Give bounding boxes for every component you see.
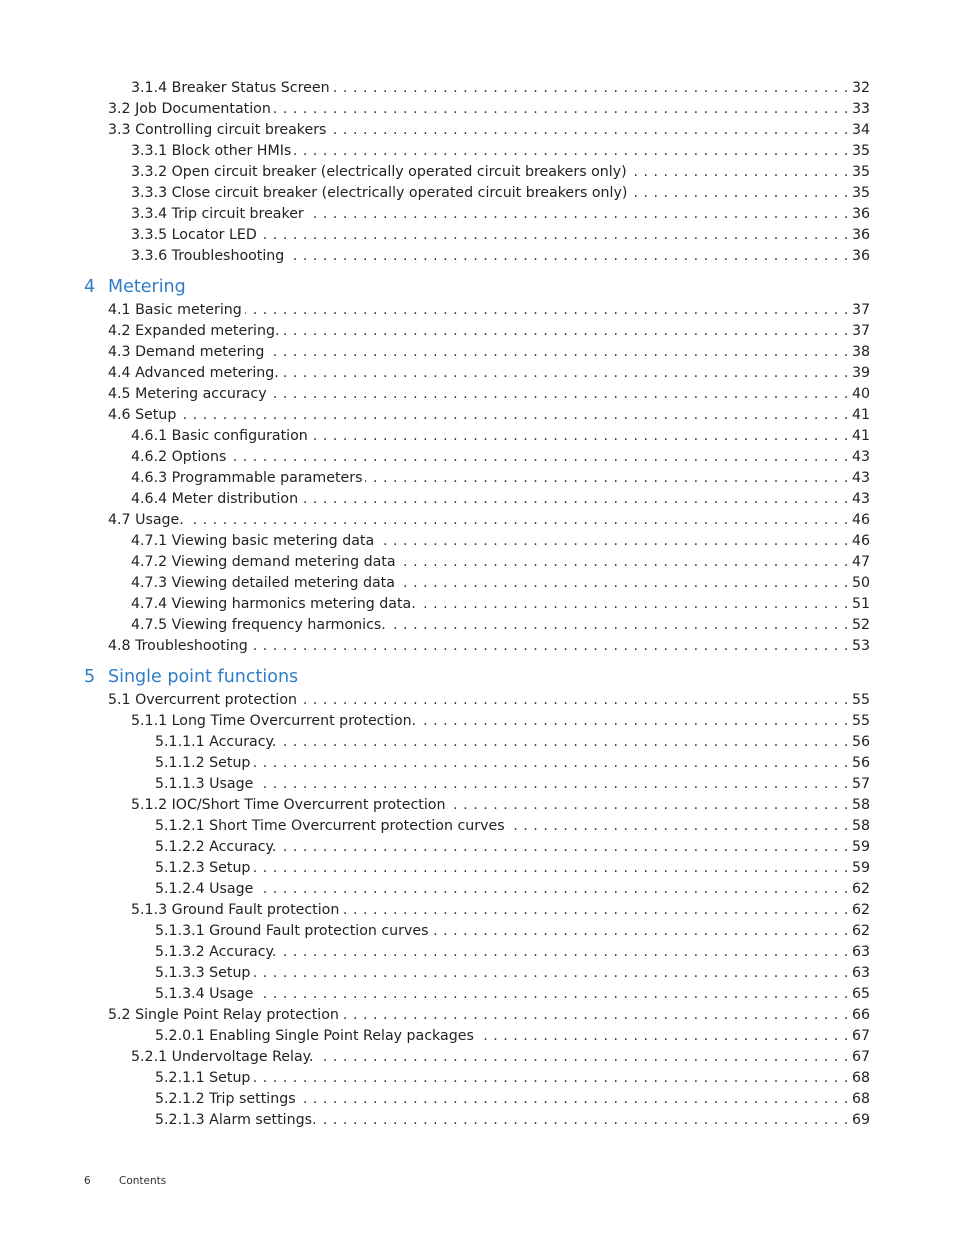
toc-entry-row xyxy=(108,691,870,710)
toc-entry-label[interactable]: 5.2.0.1 Enabling Single Point Relay packages xyxy=(155,1028,474,1044)
toc-entry-page-number[interactable]: 69 xyxy=(851,1112,870,1128)
dot-leader xyxy=(253,1069,848,1088)
toc-entry-label[interactable]: 5.1.2 IOC/Short Time Overcurrent protection xyxy=(131,797,446,813)
toc-entry[interactable] xyxy=(0,921,954,942)
toc-entry-label[interactable]: 5.2 Single Point Relay protection xyxy=(108,1007,339,1023)
dot-leader xyxy=(299,1090,849,1109)
toc-entry[interactable] xyxy=(0,321,954,342)
toc-entry-row xyxy=(108,100,870,119)
toc-entry-page-number[interactable]: 68 xyxy=(851,1091,870,1107)
toc-entry-label[interactable]: 5.1.3.3 Setup xyxy=(155,965,251,981)
toc-entry-label[interactable]: 4.6.2 Options xyxy=(131,449,227,465)
toc-entry-label[interactable]: 3.1.4 Breaker Status Screen xyxy=(131,80,330,96)
toc-entry-row xyxy=(155,817,870,836)
dot-leader xyxy=(389,616,849,635)
toc-entry-row xyxy=(108,637,870,656)
toc-entry[interactable] xyxy=(0,753,954,774)
toc-entry-label[interactable]: 5.2.1.3 Alarm settings. xyxy=(155,1112,317,1128)
toc-entry[interactable] xyxy=(0,246,954,267)
dot-leader xyxy=(187,511,849,530)
toc-entry-row xyxy=(155,733,870,752)
toc-entry-label[interactable]: 5.1.2.4 Usage xyxy=(155,881,254,897)
toc-entry-label[interactable]: 4.6.4 Meter distribution xyxy=(131,491,299,507)
dot-leader xyxy=(279,838,849,857)
toc-entry-page-number[interactable]: 37 xyxy=(851,323,870,339)
toc-entry-page-number[interactable]: 36 xyxy=(851,206,870,222)
toc-entry[interactable] xyxy=(0,816,954,837)
toc-entry[interactable] xyxy=(0,531,954,552)
toc-entry-page-number[interactable]: 58 xyxy=(851,797,870,813)
dot-leader xyxy=(287,247,849,266)
toc-entry-page-number[interactable]: 35 xyxy=(851,164,870,180)
toc-entry-label[interactable]: 4.8 Troubleshooting xyxy=(108,638,248,654)
toc-entry-row xyxy=(108,1006,870,1025)
chapter-heading[interactable] xyxy=(0,666,954,690)
toc-entry-page-number[interactable]: 56 xyxy=(851,734,870,750)
toc-entry-row xyxy=(131,553,870,572)
toc-entry-label[interactable]: 4.7.4 Viewing harmonics metering data. xyxy=(131,596,416,612)
toc-entry-row xyxy=(131,532,870,551)
toc-entry-label[interactable]: 3.3.1 Block other HMIs xyxy=(131,143,292,159)
toc-entry-page-number[interactable]: 62 xyxy=(851,881,870,897)
toc-entry-label[interactable]: 5.1.3 Ground Fault protection xyxy=(131,902,340,918)
dot-leader xyxy=(333,79,849,98)
dot-leader xyxy=(260,226,849,245)
toc-entry[interactable] xyxy=(0,1026,954,1047)
toc-entry-row xyxy=(155,922,870,941)
toc-entry-row xyxy=(131,469,870,488)
dot-leader xyxy=(419,712,849,731)
toc-entry-page-number[interactable]: 67 xyxy=(851,1049,870,1065)
toc-entry-label[interactable]: 3.3.4 Trip circuit breaker xyxy=(131,206,304,222)
toc-entry-page-number[interactable]: 43 xyxy=(851,491,870,507)
toc-entry-row xyxy=(155,1027,870,1046)
toc-entry-page-number[interactable]: 50 xyxy=(851,575,870,591)
toc-entry-page-number[interactable]: 52 xyxy=(851,617,870,633)
toc-entry-row xyxy=(131,574,870,593)
chapter-title[interactable]: Metering xyxy=(108,277,186,297)
toc-entry-row xyxy=(155,1111,870,1130)
toc-entry-label[interactable]: 5.1.3.1 Ground Fault protection curves xyxy=(155,923,429,939)
toc-entry-page-number[interactable]: 59 xyxy=(851,860,870,876)
toc-entry-row xyxy=(108,511,870,530)
toc-entry-row xyxy=(108,364,870,383)
toc-entry[interactable] xyxy=(0,795,954,816)
toc-entry-row xyxy=(155,880,870,899)
toc-entry-row xyxy=(155,754,870,773)
toc-entry-page-number[interactable]: 67 xyxy=(851,1028,870,1044)
dot-leader xyxy=(229,448,849,467)
toc-entry-row xyxy=(155,964,870,983)
toc-entry-row xyxy=(108,343,870,362)
toc-entry[interactable] xyxy=(0,78,954,99)
toc-entry-page-number[interactable]: 57 xyxy=(851,776,870,792)
toc-entry-page-number[interactable]: 43 xyxy=(851,470,870,486)
toc-entry-page-number[interactable]: 55 xyxy=(851,692,870,708)
toc-entry[interactable] xyxy=(0,942,954,963)
toc-entry[interactable] xyxy=(0,984,954,1005)
toc-entry-page-number[interactable]: 66 xyxy=(851,1007,870,1023)
toc-entry[interactable] xyxy=(0,858,954,879)
toc-entry-row xyxy=(108,385,870,404)
toc-entry-label[interactable]: 5.1.2.3 Setup xyxy=(155,860,251,876)
dot-leader xyxy=(432,922,849,941)
toc-entry[interactable] xyxy=(0,879,954,900)
dot-leader xyxy=(251,637,849,656)
toc-entry-page-number[interactable]: 53 xyxy=(851,638,870,654)
toc-entry-page-number[interactable]: 37 xyxy=(851,302,870,318)
toc-entry-row xyxy=(131,205,870,224)
toc-entry-page-number[interactable]: 63 xyxy=(851,944,870,960)
toc-entry[interactable] xyxy=(0,963,954,984)
dot-leader xyxy=(256,880,849,899)
toc-entry-page-number[interactable]: 62 xyxy=(851,923,870,939)
dot-leader xyxy=(300,691,849,710)
toc-entry[interactable] xyxy=(0,300,954,321)
dot-leader xyxy=(419,595,849,614)
toc-entry-page-number[interactable]: 59 xyxy=(851,839,870,855)
dot-leader xyxy=(377,532,849,551)
dot-leader xyxy=(448,796,849,815)
toc-entry-row xyxy=(131,490,870,509)
toc-entry[interactable] xyxy=(0,141,954,162)
dot-leader xyxy=(282,364,849,383)
chapter-number: 5 xyxy=(84,667,96,687)
dot-leader xyxy=(294,142,849,161)
toc-entry-page-number[interactable]: 55 xyxy=(851,713,870,729)
dot-leader xyxy=(256,985,849,1004)
dot-leader xyxy=(179,406,849,425)
toc-entry[interactable] xyxy=(0,837,954,858)
dot-leader xyxy=(342,1006,849,1025)
toc-entry-label[interactable]: 4.7.5 Viewing frequency harmonics. xyxy=(131,617,386,633)
toc-entry-label[interactable]: 4.7.1 Viewing basic metering data xyxy=(131,533,375,549)
toc-entry-page-number[interactable]: 46 xyxy=(851,512,870,528)
toc-entry-page-number[interactable]: 41 xyxy=(851,428,870,444)
dot-leader xyxy=(245,301,849,320)
toc-entry-page-number[interactable]: 51 xyxy=(851,596,870,612)
dot-leader xyxy=(279,733,849,752)
dot-leader xyxy=(267,343,849,362)
toc-entry[interactable] xyxy=(0,690,954,711)
table-of-contents xyxy=(0,78,954,1131)
toc-entry[interactable] xyxy=(0,162,954,183)
dot-leader xyxy=(283,322,849,341)
toc-entry-label[interactable]: 4.4 Advanced metering. xyxy=(108,365,279,381)
toc-entry-row xyxy=(108,121,870,140)
toc-entry[interactable] xyxy=(0,552,954,573)
toc-entry[interactable] xyxy=(0,1110,954,1131)
toc-entry-page-number[interactable]: 56 xyxy=(851,755,870,771)
toc-entry-page-number[interactable]: 35 xyxy=(851,185,870,201)
toc-entry-page-number[interactable]: 36 xyxy=(851,248,870,264)
dot-leader xyxy=(270,385,849,404)
toc-entry-label[interactable]: 4.6 Setup xyxy=(108,407,177,423)
toc-entry-page-number[interactable]: 62 xyxy=(851,902,870,918)
dot-leader xyxy=(630,184,849,203)
dot-leader xyxy=(253,964,848,983)
toc-entry-row xyxy=(131,427,870,446)
toc-entry-label[interactable]: 5.1.1.1 Accuracy. xyxy=(155,734,277,750)
toc-entry-row xyxy=(131,595,870,614)
toc-entry[interactable] xyxy=(0,384,954,405)
toc-entry[interactable] xyxy=(0,489,954,510)
toc-entry-label[interactable]: 4.2 Expanded metering. xyxy=(108,323,280,339)
toc-entry-row xyxy=(131,448,870,467)
chapter-heading[interactable] xyxy=(0,276,954,300)
toc-entry-row xyxy=(155,859,870,878)
toc-entry-page-number[interactable]: 68 xyxy=(851,1070,870,1086)
toc-entry-page-number[interactable]: 32 xyxy=(851,80,870,96)
toc-entry[interactable] xyxy=(0,426,954,447)
toc-entry[interactable] xyxy=(0,447,954,468)
dot-leader xyxy=(317,1048,849,1067)
toc-entry-row xyxy=(131,142,870,161)
toc-entry[interactable] xyxy=(0,1047,954,1068)
toc-entry-label[interactable]: 3.3.2 Open circuit breaker (electrically operated circuit breakers only) xyxy=(131,164,627,180)
toc-entry[interactable] xyxy=(0,225,954,246)
toc-entry-page-number[interactable]: 38 xyxy=(851,344,870,360)
toc-entry-page-number[interactable]: 43 xyxy=(851,449,870,465)
dot-leader xyxy=(399,553,849,572)
dot-leader xyxy=(508,817,849,836)
toc-entry[interactable] xyxy=(0,510,954,531)
toc-entry-label[interactable]: 5.2.1.1 Setup xyxy=(155,1070,251,1086)
toc-entry-label[interactable]: 4.1 Basic metering xyxy=(108,302,242,318)
toc-entry-label[interactable]: 3.3 Controlling circuit breakers xyxy=(108,122,327,138)
toc-entry-row xyxy=(131,247,870,266)
toc-entry[interactable] xyxy=(0,468,954,489)
toc-entry-label[interactable]: 5.1.2.1 Short Time Overcurrent protection curves xyxy=(155,818,505,834)
chapter-title[interactable]: Single point functions xyxy=(108,667,299,687)
toc-entry[interactable] xyxy=(0,405,954,426)
toc-entry-row xyxy=(155,1090,870,1109)
toc-entry[interactable] xyxy=(0,1005,954,1026)
dot-leader xyxy=(477,1027,849,1046)
toc-entry-label[interactable]: 5.1.2.2 Accuracy. xyxy=(155,839,277,855)
toc-entry-label[interactable]: 5.1.1 Long Time Overcurrent protection. xyxy=(131,713,417,729)
dot-leader xyxy=(311,427,849,446)
toc-entry[interactable] xyxy=(0,900,954,921)
toc-entry-label[interactable]: 5.2.1.2 Trip settings xyxy=(155,1091,296,1107)
toc-entry-row xyxy=(108,406,870,425)
toc-entry[interactable] xyxy=(0,1089,954,1110)
toc-entry-label[interactable]: 4.7.2 Viewing demand metering data xyxy=(131,554,396,570)
toc-entry-row xyxy=(131,796,870,815)
toc-entry-page-number[interactable]: 35 xyxy=(851,143,870,159)
toc-entry[interactable] xyxy=(0,594,954,615)
toc-entry-row xyxy=(131,163,870,182)
toc-entry-page-number[interactable]: 65 xyxy=(851,986,870,1002)
toc-entry-row xyxy=(131,226,870,245)
toc-entry-row xyxy=(155,943,870,962)
toc-entry-page-number[interactable]: 63 xyxy=(851,965,870,981)
toc-entry-label[interactable]: 3.3.5 Locator LED xyxy=(131,227,257,243)
toc-entry[interactable] xyxy=(0,732,954,753)
toc-entry-label[interactable]: 5.1.1.3 Usage xyxy=(155,776,254,792)
toc-entry-page-number[interactable]: 33 xyxy=(851,101,870,117)
toc-entry-page-number[interactable]: 40 xyxy=(851,386,870,402)
dot-leader xyxy=(630,163,849,182)
footer-section-name: Contents xyxy=(119,1175,167,1187)
toc-entry-label[interactable]: 4.6.3 Programmable parameters xyxy=(131,470,363,486)
dot-leader xyxy=(253,754,848,773)
dot-leader xyxy=(274,100,849,119)
toc-entry-page-number[interactable]: 34 xyxy=(851,122,870,138)
toc-entry[interactable] xyxy=(0,615,954,636)
toc-entry-label[interactable]: 5.2.1 Undervoltage Relay. xyxy=(131,1049,314,1065)
dot-leader xyxy=(329,121,849,140)
dot-leader xyxy=(256,775,849,794)
toc-entry-row xyxy=(131,616,870,635)
toc-entry-page-number[interactable]: 41 xyxy=(851,407,870,423)
toc-entry-label[interactable]: 3.3.3 Close circuit breaker (electrically operated circuit breakers only) xyxy=(131,185,628,201)
toc-entry-row xyxy=(155,1069,870,1088)
toc-entry[interactable] xyxy=(0,204,954,225)
toc-entry[interactable] xyxy=(0,183,954,204)
toc-entry-row xyxy=(131,1048,870,1067)
toc-entry-row xyxy=(131,184,870,203)
toc-entry-row xyxy=(131,79,870,98)
toc-entry-label[interactable]: 4.6.1 Basic configuration xyxy=(131,428,308,444)
page-footer xyxy=(0,1175,954,1189)
toc-entry[interactable] xyxy=(0,342,954,363)
toc-entry-label[interactable]: 5.1 Overcurrent protection xyxy=(108,692,298,708)
toc-entry-page-number[interactable]: 39 xyxy=(851,365,870,381)
toc-entry-row xyxy=(108,322,870,341)
toc-entry[interactable] xyxy=(0,636,954,657)
toc-entry-row xyxy=(155,985,870,1004)
toc-entry-label[interactable]: 5.1.3.2 Accuracy. xyxy=(155,944,277,960)
toc-entry-label[interactable]: 4.7 Usage. xyxy=(108,512,184,528)
toc-entry[interactable] xyxy=(0,363,954,384)
chapter-number: 4 xyxy=(84,277,96,297)
toc-entry-row xyxy=(155,838,870,857)
dot-leader xyxy=(398,574,849,593)
toc-entry[interactable] xyxy=(0,774,954,795)
toc-entry-row xyxy=(108,301,870,320)
dot-leader xyxy=(365,469,848,488)
toc-entry-row xyxy=(131,901,870,920)
toc-entry-label[interactable]: 3.2 Job Documentation xyxy=(108,101,271,117)
toc-entry-page-number[interactable]: 36 xyxy=(851,227,870,243)
toc-entry-label[interactable]: 4.5 Metering accuracy xyxy=(108,386,267,402)
toc-entry[interactable] xyxy=(0,1068,954,1089)
dot-leader xyxy=(301,490,849,509)
dot-leader xyxy=(342,901,849,920)
dot-leader xyxy=(253,859,848,878)
toc-entry-page-number[interactable]: 58 xyxy=(851,818,870,834)
toc-entry-label[interactable]: 5.1.1.2 Setup xyxy=(155,755,251,771)
toc-entry-page-number[interactable]: 47 xyxy=(851,554,870,570)
dot-leader xyxy=(279,943,849,962)
toc-entry-label[interactable]: 4.3 Demand metering xyxy=(108,344,265,360)
toc-entry[interactable] xyxy=(0,120,954,141)
toc-entry-row xyxy=(131,712,870,731)
dot-leader xyxy=(307,205,849,224)
toc-entry-page-number[interactable]: 46 xyxy=(851,533,870,549)
toc-entry-label[interactable]: 4.7.3 Viewing detailed metering data xyxy=(131,575,395,591)
toc-entry[interactable] xyxy=(0,99,954,120)
toc-entry-label[interactable]: 3.3.6 Troubleshooting xyxy=(131,248,285,264)
toc-entry[interactable] xyxy=(0,711,954,732)
footer-page-number: 6 xyxy=(84,1175,91,1187)
toc-entry[interactable] xyxy=(0,573,954,594)
toc-entry-row xyxy=(155,775,870,794)
dot-leader xyxy=(320,1111,849,1130)
toc-entry-label[interactable]: 5.1.3.4 Usage xyxy=(155,986,254,1002)
